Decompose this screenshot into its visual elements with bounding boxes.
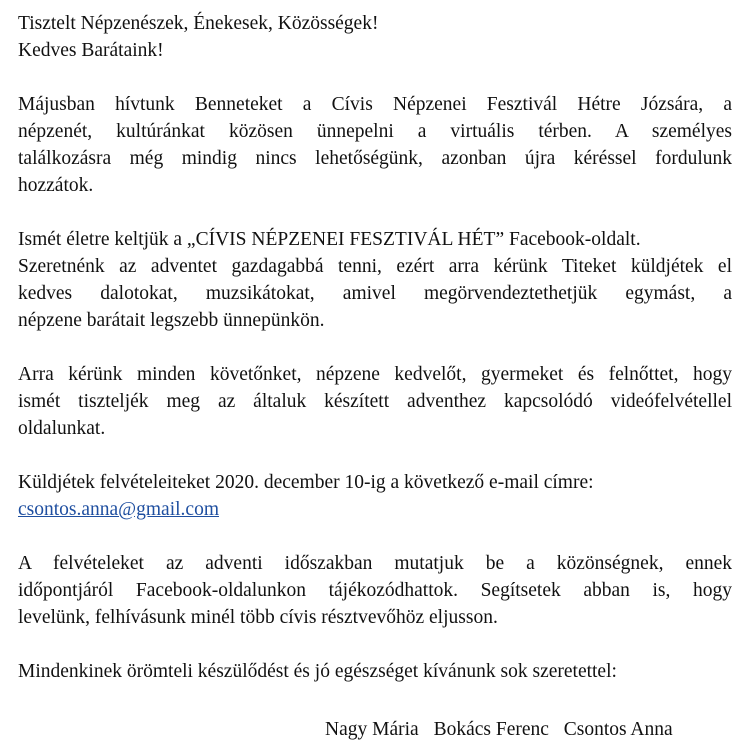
paragraph-spacer bbox=[18, 442, 732, 469]
greeting bbox=[18, 10, 732, 64]
paragraph-wishes bbox=[18, 658, 732, 685]
paragraph-spacer bbox=[18, 631, 732, 658]
email-link[interactable]: csontos.anna@gmail.com bbox=[18, 499, 219, 520]
paragraph-spacer bbox=[18, 64, 732, 91]
paragraph-request bbox=[18, 361, 732, 442]
paragraph-line: levelünk, felhívásunk minél több cívis résztvevőhöz eljusson. bbox=[18, 607, 498, 628]
paragraph-line: találkozásra még mindig nincs lehetőségünk, azonban újra kéréssel fordulunk bbox=[18, 148, 732, 169]
paragraph-spacer bbox=[18, 199, 732, 226]
paragraph-line: A felvételeket az adventi időszakban mutatjuk be a közönségnek, ennek bbox=[18, 553, 732, 574]
paragraph-line: hozzátok. bbox=[18, 175, 94, 196]
paragraph-line: kedves dalotokat, muzsikátokat, amivel megörvendeztethetjük egymást, a bbox=[18, 283, 732, 304]
paragraph-line: oldalunkat. bbox=[18, 418, 106, 439]
paragraph-schedule bbox=[18, 550, 732, 631]
paragraph-line: népzene barátait legszebb ünnepünkön. bbox=[18, 310, 325, 331]
paragraph-submission bbox=[18, 469, 732, 523]
email-line bbox=[18, 496, 732, 523]
submission-text: Küldjétek felvételeiteket 2020. december 10-ig a következő e-mail címre: bbox=[18, 472, 594, 493]
paragraph-line: ismét tiszteljék meg az általuk készített adventhez kapcsolódó videófelvétellel bbox=[18, 391, 732, 412]
paragraph-line: Májusban hívtunk Benneteket a Cívis Népzenei Fesztivál Hétre Józsára, a bbox=[18, 94, 732, 115]
signature-block bbox=[325, 716, 673, 743]
wishes-line: Mindenkinek örömteli készülődést és jó egészséget kívánunk sok szeretettel: bbox=[18, 661, 617, 682]
paragraph-facebook-page bbox=[18, 226, 732, 334]
paragraph-line: időpontjáról Facebook-oldalunkon tájékozódhattok. Segítsetek abban is, hogy bbox=[18, 580, 732, 601]
signature-name: Csontos Anna bbox=[563, 719, 673, 740]
paragraph-spacer bbox=[18, 334, 732, 361]
paragraph-spacer bbox=[18, 523, 732, 550]
paragraph-invitation bbox=[18, 91, 732, 199]
letter-body bbox=[18, 10, 732, 685]
salutation-friends-line: Kedves Barátaink! bbox=[18, 40, 164, 61]
paragraph-line: Szeretnénk az adventet gazdagabbá tenni, ezért arra kérünk Titeket küldjétek el bbox=[18, 256, 732, 277]
paragraph-line: Ismét életre keltjük a „CÍVIS NÉPZENEI FESZTIVÁL HÉT” Facebook-oldalt. bbox=[18, 229, 641, 250]
paragraph-line: Arra kérünk minden követőnket, népzene kedvelőt, gyermeket és felnőttet, hogy bbox=[18, 364, 732, 385]
signature-name: Bokács Ferenc bbox=[433, 719, 549, 740]
paragraph-line: népzenét, kultúránkat közösen ünnepelni a virtuális térben. A személyes bbox=[18, 121, 732, 142]
signature-name: Nagy Mária bbox=[325, 719, 419, 740]
salutation-line: Tisztelt Népzenészek, Énekesek, Közösségek! bbox=[18, 13, 379, 34]
